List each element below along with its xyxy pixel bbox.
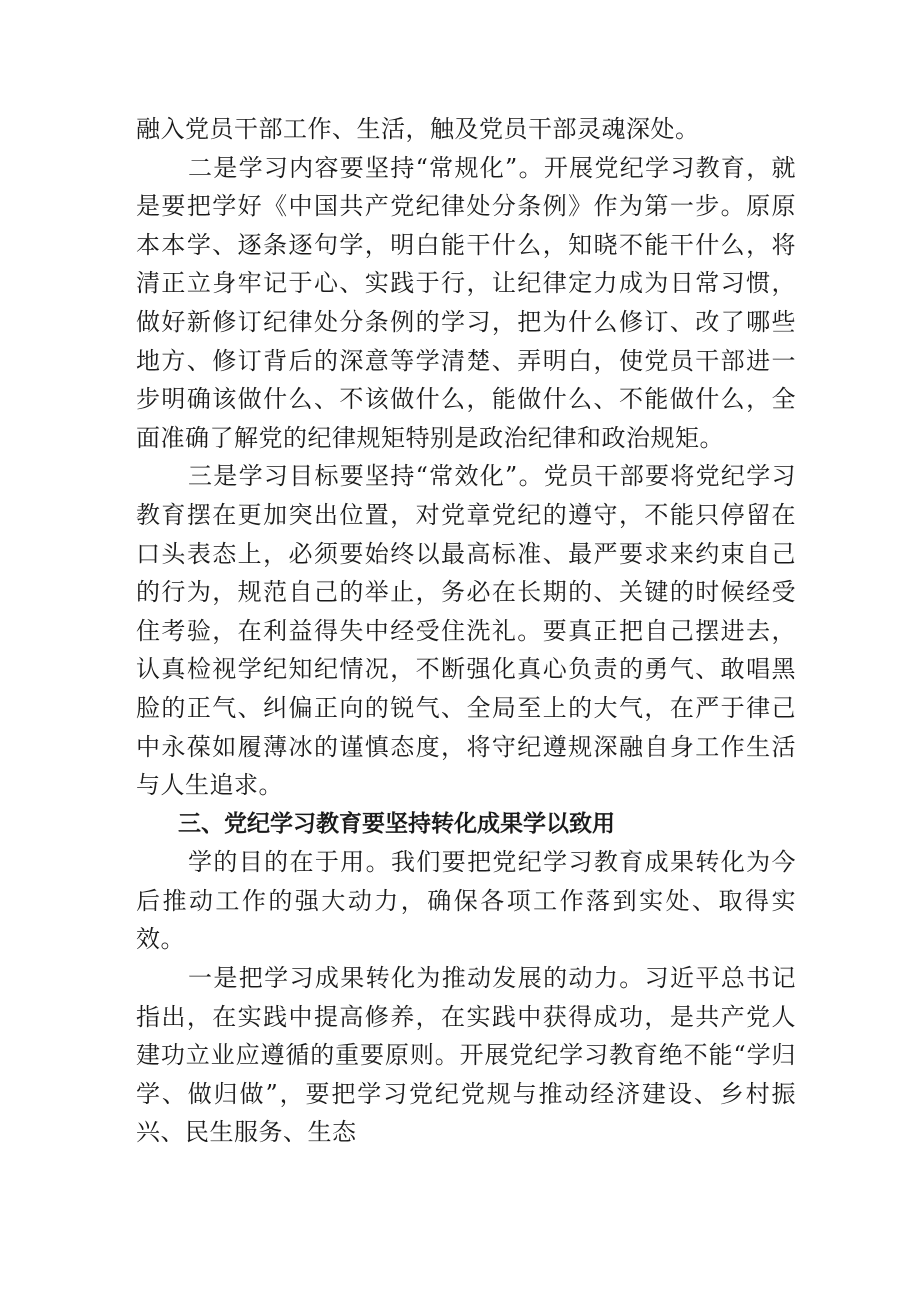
document-body xyxy=(136,110,796,1152)
paragraph-section-intro: 学的目的在于用。我们要把党纪学习教育成果转化为今后推动工作的强大动力，确保各项工作落到实处、取得实效。 xyxy=(136,848,796,954)
paragraph-regular-content: 二是学习内容要坚持“常规化”。开展党纪学习教育，就是要把学好《中国共产党纪律处分条例》作为第一步。原原本本学、逐条逐句学，明白能干什么，知晓不能干什么，将清正立身牢记于心、实践于行，让纪律定力成为日常习惯，做好新修订纪律处分条例的学习，把为什么修订、改了哪些地方、修订背后的深意等学清楚、弄明白，使党员干部进一步明确该做什么、不该做什么，能做什么、不能做什么，全面准确了解党的纪律规矩特别是政治纪律和政治规矩。 xyxy=(136,153,796,452)
paragraph-transform-results: 一是把学习成果转化为推动发展的动力。习近平总书记指出，在实践中提高修养，在实践中获得成功，是共产党人建功立业应遵循的重要原则。开展党纪学习教育绝不能“学归学、做归做”，要把学习党纪党规与推动经济建设、乡村振兴、民生服务、生态 xyxy=(136,964,796,1147)
paragraph-effective-goal: 三是学习目标要坚持“常效化”。党员干部要将党纪学习教育摆在更加突出位置，对党章党纪的遵守，不能只停留在口头表态上，必须要始终以最高标准、最严要求来约束自己的行为，规范自己的举止，务必在长期的、关键的时候经受住考验，在利益得失中经受住洗礼。要真正把自己摆进去，认真检视学纪知纪情况，不断强化真心负责的勇气、敢唱黑脸的正气、纠偏正向的锐气、全局至上的大气，在严于律己中永葆如履薄冰的谨慎态度，将守纪遵规深融自身工作生活与人生追求。 xyxy=(136,462,796,800)
section-heading: 三、党纪学习教育要坚持转化成果学以致用 xyxy=(178,810,615,837)
paragraph-continued: 融入党员干部工作、生活，触及党员干部灵魂深处。 xyxy=(136,115,700,143)
